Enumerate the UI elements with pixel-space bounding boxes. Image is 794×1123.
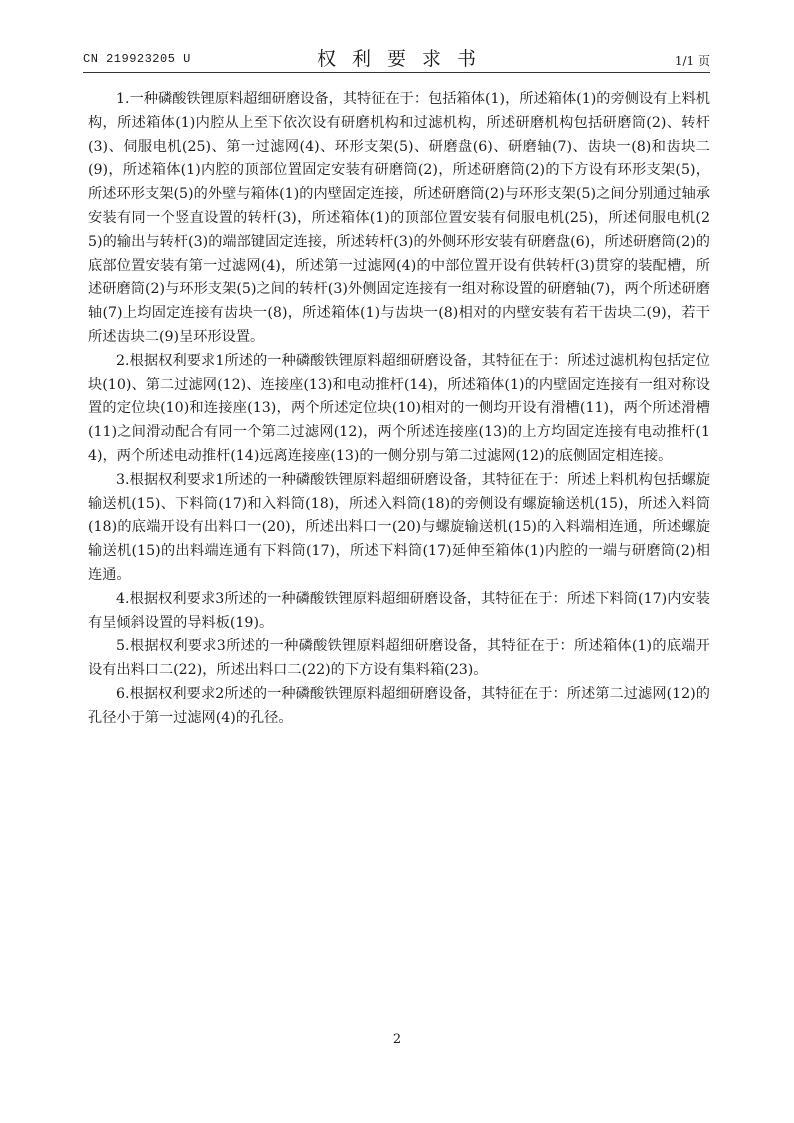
claim-4: 4.根据权利要求3所述的一种磷酸铁锂原料超细研磨设备，其特征在于：所述下料筒(17)内安装有呈倾斜设置的导料板(19)。 [88,590,710,631]
document-title: 权利要求书 [316,48,492,70]
claim-6: 6.根据权利要求2所述的一种磷酸铁锂原料超细研磨设备，其特征在于：所述第二过滤网(12)的孔径小于第一过滤网(4)的孔径。 [88,685,710,726]
claim-5: 5.根据权利要求3所述的一种磷酸铁锂原料超细研磨设备，其特征在于：所述箱体(1)的底端开设有出料口二(22)，所述出料口二(22)的下方设有集料箱(23)。 [88,638,710,679]
claim-3: 3.根据权利要求1所述的一种磷酸铁锂原料超细研磨设备，其特征在于：所述上料机构包括螺旋输送机(15)、下料筒(17)和入料筒(18)，所述入料筒(18)的旁侧设有螺旋输送机(15)，所述入料筒(18)的底端开设有出料口一(20)，所述出料口一(20)与螺旋输送机(15)的入料端相连通，所述螺旋输送机(15)的出料端连通有下料筒(17)，所述下料筒(17)延伸至箱体(1)内腔的一端与研磨筒(2)相连通。 [88,471,710,583]
page-header [83,44,710,72]
claim-1: 1.一种磷酸铁锂原料超细研磨设备，其特征在于：包括箱体(1)，所述箱体(1)的旁侧设有上料机构，所述箱体(1)内腔从上至下依次设有研磨机构和过滤机构，所述研磨机构包括研磨筒(2)、转杆(3)、伺服电机(25)、第一过滤网(4)、环形支架(5)、研磨盘(6)、研磨轴(7)、齿块一(8)和齿块二(9)，所述箱体(1)内腔的顶部位置固定安装有研磨筒(2)，所述研磨筒(2)的下方设有环形支架(5)，所述环形支架(5)的外壁与箱体(1)的内壁固定连接，所述研磨筒(2)与环形支架(5)之间分别通过轴承安装有同一个竖直设置的转杆(3)，所述箱体(1)的顶部位置安装有伺服电机(25)，所述伺服电机(25)的输出与转杆(3)的端部键固定连接，所述转杆(3)的外侧环形安装有研磨盘(6)，所述研磨筒(2)的底部位置安装有第一过滤网(4)，所述第一过滤网(4)的中部位置开设有供转杆(3)贯穿的装配槽，所述研磨筒(2)与环形支架(5)之间的转杆(3)外侧固定连接有一组对称设置的研磨轴(7)，两个所述研磨轴(7)上均固定连接有齿块一(8)，所述箱体(1)与齿块一(8)相对的内壁安装有若干齿块二(9)，若干所述齿块二(9)呈环形设置。 [88,91,710,345]
page-count: 1/1 页 [674,54,710,68]
page-number: 2 [392,1032,402,1047]
claim-2: 2.根据权利要求1所述的一种磷酸铁锂原料超细研磨设备，其特征在于：所述过滤机构包括定位块(10)、第二过滤网(12)、连接座(13)和电动推杆(14)，所述箱体(1)的内壁固定连接有一组对称设置的定位块(10)和连接座(13)，两个所述定位块(10)相对的一侧均开设有滑槽(11)，两个所述滑槽(11)之间滑动配合有同一个第二过滤网(12)，两个所述连接座(13)的上方均固定连接有电动推杆(14)，两个所述电动推杆(14)远离连接座(13)的一侧分别与第二过滤网(12)的底侧固定相连接。 [88,352,710,464]
patent-number: CN 219923205 U [83,52,191,66]
header-divider [83,72,710,73]
claims-body [88,88,710,731]
